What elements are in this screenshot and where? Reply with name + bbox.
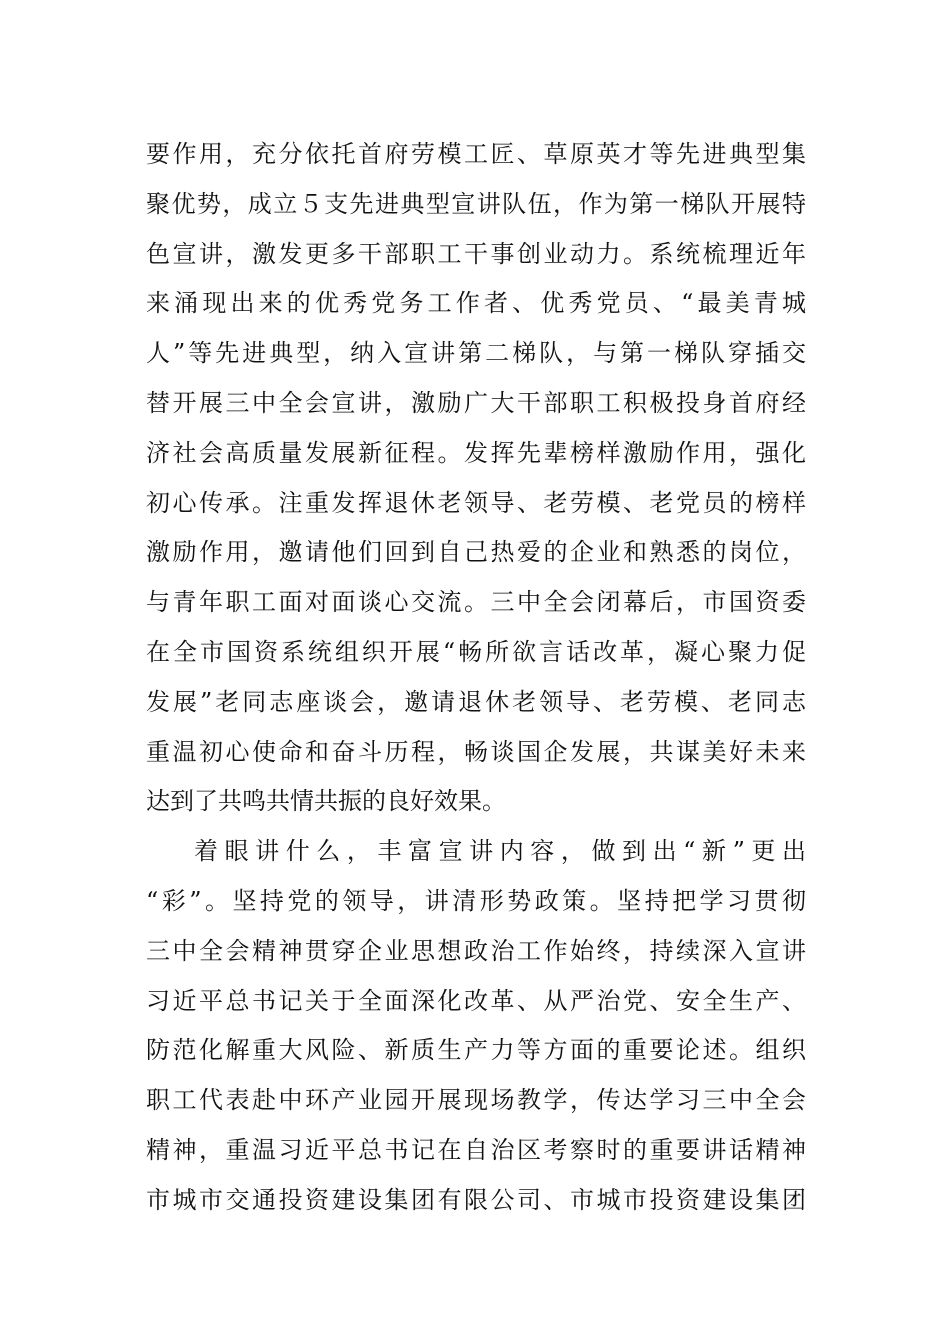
text-line: 发展”老同志座谈会，邀请退休老领导、老劳模、老同志 <box>146 687 806 716</box>
text-line: 要作用，充分依托首府劳模工匠、草原英才等先进典型集 <box>146 140 806 168</box>
text-line: “彩”。坚持党的领导，讲清形势政策。坚持把学习贯彻 <box>146 886 806 915</box>
text-line: 与青年职工面对面谈心交流。三中全会闭幕后，市国资委 <box>146 588 806 617</box>
text-line: 着眼讲什么，丰富宣讲内容，做到出“新”更出 <box>194 837 806 866</box>
text-line: 济社会高质量发展新征程。发挥先辈榜样激励作用，强化 <box>146 438 806 467</box>
text-line: 色宣讲，激发更多干部职工干事创业动力。系统梳理近年 <box>146 239 806 268</box>
text-line: 初心传承。注重发挥退休老领导、老劳模、老党员的榜样 <box>146 488 806 517</box>
text-line: 聚优势，成立５支先进典型宣讲队伍，作为第一梯队开展特 <box>146 189 806 218</box>
text-line: 防范化解重大风险、新质生产力等方面的重要论述。组织 <box>146 1036 806 1065</box>
text-line: 三中全会精神贯穿企业思想政治工作始终，持续深入宣讲 <box>146 936 806 965</box>
text-line: 习近平总书记关于全面深化改革、从严治党、安全生产、 <box>146 986 806 1015</box>
text-line: 替开展三中全会宣讲，激励广大干部职工积极投身首府经 <box>146 388 806 417</box>
paragraph-2 <box>146 827 806 1225</box>
text-line: 市城市交通投资建设集团有限公司、市城市投资建设集团 <box>146 1185 806 1214</box>
paragraph-1 <box>146 130 806 827</box>
document-body <box>146 130 806 1226</box>
text-line: 在全市国资系统组织开展“畅所欲言话改革，凝心聚力促 <box>146 637 806 666</box>
text-line: 重温初心使命和奋斗历程，畅谈国企发展，共谋美好未来 <box>146 737 806 766</box>
text-line: 职工代表赴中环产业园开展现场教学，传达学习三中全会 <box>146 1086 806 1115</box>
text-line: 人”等先进典型，纳入宣讲第二梯队，与第一梯队穿插交 <box>146 339 806 368</box>
text-line: 精神，重温习近平总书记在自治区考察时的重要讲话精神 <box>146 1135 806 1164</box>
text-line: 来涌现出来的优秀党务工作者、优秀党员、“最美青城 <box>146 289 806 318</box>
text-line: 达到了共鸣共情共振的良好效果。 <box>146 787 506 816</box>
text-line: 激励作用，邀请他们回到自己热爱的企业和熟悉的岗位， <box>146 538 806 567</box>
